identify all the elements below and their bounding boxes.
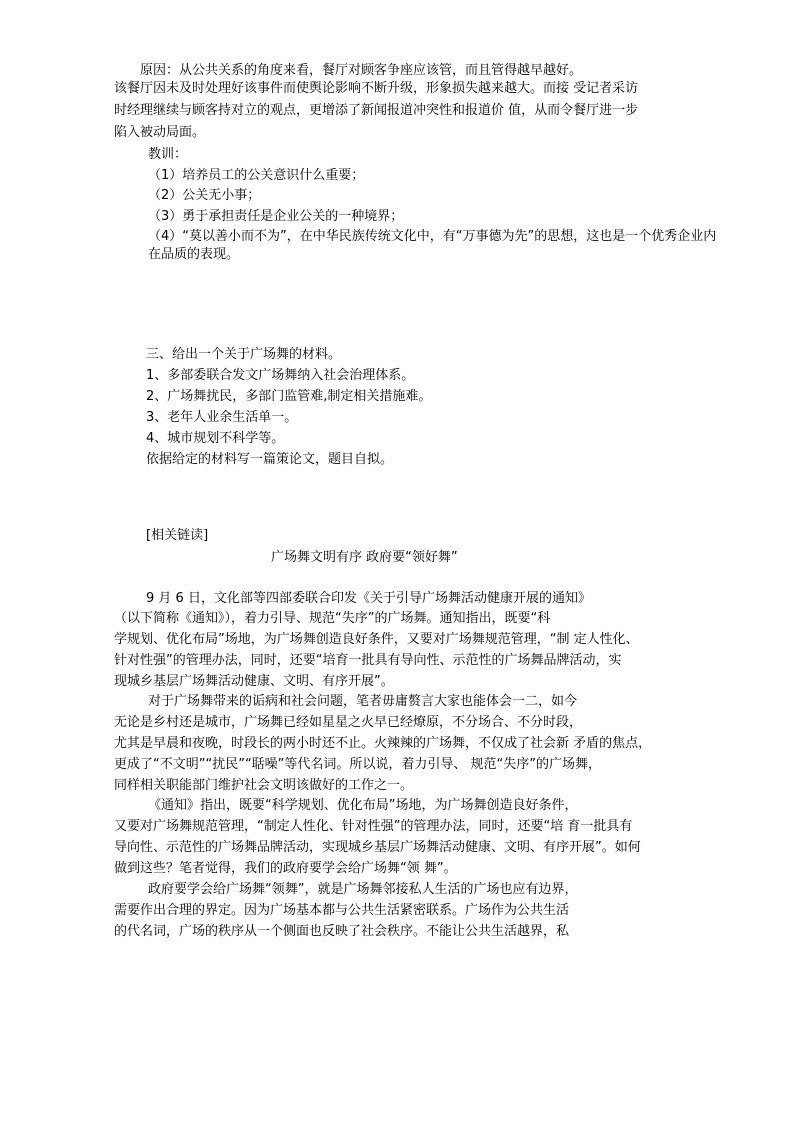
article-line: 同样相关职能部门维护社会文明该做好的工作之一。: [114, 778, 414, 793]
material-item: 1、多部委联合发文广场舞纳入社会治理体系。: [146, 368, 415, 383]
article-line: 需要作出合理的界定。因为广场基本都与公共生活紧密联系。广场作为公共生活: [114, 903, 570, 918]
related-reading-label: [相关链读]: [146, 528, 209, 543]
article-line: 尤其是早晨和夜晚，时段长的两小时还不止。火辣辣的广场舞，不仅成了社会新 矛盾的焦点，: [114, 736, 652, 751]
article-line: 无论是乡村还是城市，广场舞已经如星星之火早已经燎原，不分场合、不分时段，: [114, 715, 583, 730]
reason-line: 时经理继续与顾客持对立的观点，更增添了新闻报道冲突性和报道价 值，从而令餐厅进一步: [114, 103, 639, 118]
lesson-item: （1）培养员工的公关意识什么重要；: [148, 168, 365, 183]
material-item: 4、城市规划不科学等。: [146, 431, 285, 446]
section-three-heading: 三、给出一个关于广场舞的材料。: [146, 347, 342, 362]
article-line: 政府要学会给广场舞“领舞”，就是广场舞邻接私人生活的广场也应有边界，: [148, 882, 578, 897]
essay-instruction: 依据给定的材料写一篇策论文，题目自拟。: [146, 452, 394, 467]
lesson-item: （3）勇于承担责任是企业公关的一种境界；: [148, 209, 404, 224]
reason-line: 原因：从公共关系的角度来看，餐厅对顾客争座应该管，而且管得越早越好。: [140, 63, 583, 78]
article-line: 针对性强”的管理办法，同时，还要“培育一批具有导向性、示范性的广场舞品牌活动，实: [114, 653, 622, 668]
article-line: （以下简称《通知》），着力引导、规范“失序”的广场舞。通知指出，既要“科: [114, 611, 551, 626]
article-line: 导向性、示范性的广场舞品牌活动，实现城乡基层广场舞活动健康、文明、有序开展”。如何: [114, 840, 641, 855]
lesson-item: 在品质的表现。: [148, 247, 240, 262]
article-line: 又要对广场舞规范管理，“制定人性化、针对性强”的管理办法，同时，还要“培 育一批具有: [114, 819, 633, 834]
article-line: 的代名词，广场的秩序从一个侧面也反映了社会秩序。不能让公共生活越界，私: [114, 924, 570, 939]
article-title: 广场舞文明有序 政府要“领好舞”: [271, 550, 458, 565]
article-line: 做到这些？笔者觉得，我们的政府要学会给广场舞“领 舞”。: [114, 861, 457, 876]
lessons-heading: 教训：: [148, 147, 188, 162]
lesson-item: （4）“莫以善小而不为”，在中华民族传统文化中，有“万事德为先”的思想，这也是一个优秀企业内: [148, 229, 717, 244]
lesson-item: （2）公关无小事；: [148, 188, 261, 203]
article-line: 现城乡基层广场舞活动健康、文明、有序开展”。: [114, 674, 394, 689]
reason-line: 陷入被动局面。: [114, 125, 206, 140]
article-line: 《通知》指出，既要“科学规划、优化布局”场地，为广场舞创造良好条件，: [148, 798, 578, 813]
article-line: 学规划、优化布局”场地，为广场舞创造良好条件，又要对广场舞规范管理，“制 定人性化、: [114, 632, 639, 647]
article-line: 对于广场舞带来的诟病和社会问题，笔者毋庸赘言大家也能体会一二，如今: [148, 694, 578, 709]
article-line: 9 月 6 日，文化部等四部委联合印发《关于引导广场舞活动健康开展的通知》: [146, 591, 591, 606]
material-item: 3、老年人业余生活单一。: [146, 410, 298, 425]
material-item: 2、广场舞扰民，多部门监管难,制定相关措施难。: [146, 389, 432, 404]
reason-line: 该餐厅因未及时处理好该事件而使舆论影响不断升级，形象损失越来越大。而接 受记者采访: [114, 81, 639, 96]
article-line: 更成了“不文明”“扰民”“聒噪”等代名词。所以说，着力引导、 规范“失序”的广场舞，: [114, 757, 602, 772]
